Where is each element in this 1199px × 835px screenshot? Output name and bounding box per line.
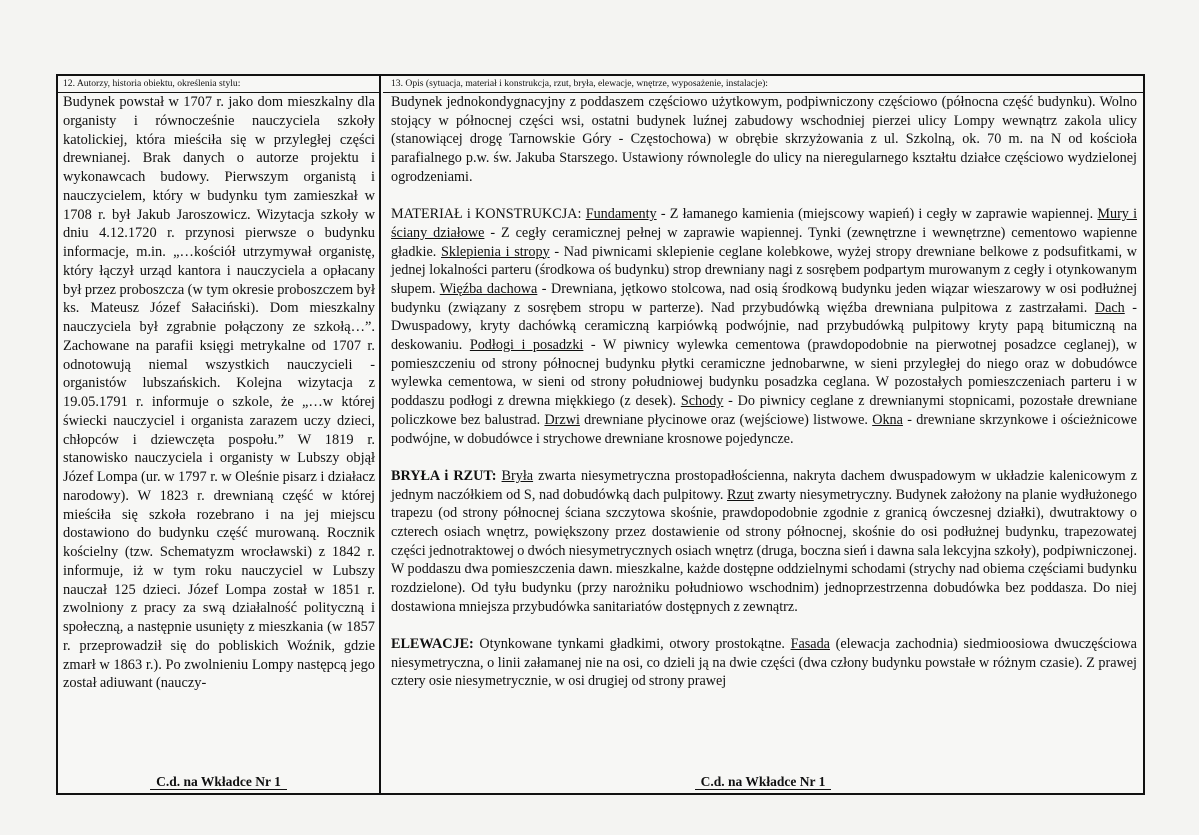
wiezba-label: Więźba dachowa	[439, 280, 538, 297]
wiezba-text: - Drewniana, jętkowo stolcowa, nad osią środkową budynku jeden wiązar wieszarowy w osi podłużnej budynku (związany z sosrębem stropu w parterze). Nad przybudówką więźba drewniana pulpitowa z zastrzałami.	[391, 280, 1138, 316]
rzut-label: Rzut	[727, 486, 754, 503]
bryla-text: zwarta niesymetryczna prostopadłościenna, nakryta dachem dwuspadowym w układzie kalenicowym z jednym naczółkiem od S, nad dobudówką dach pulpitowy.	[391, 467, 1138, 503]
sklepienia-text: - Nad piwnicami sklepienie ceglane kolebkowe, wyżej stropy drewniane belkowe z podsufitkami, w jednej lokalności parteru (środkowa oś budynku) strop drewniany nagi z sosrębem podpartym murowanym z cegły i otynkowanym słupem.	[391, 243, 1137, 297]
form-sheet	[56, 74, 1145, 795]
fundamenty-label: Fundamenty	[585, 206, 657, 223]
history-continuation-label: C.d. na Wkładce Nr 1	[150, 774, 287, 790]
schody-label: Schody	[680, 393, 724, 410]
podlogi-label: Podłogi i posadzki	[469, 337, 584, 354]
history-text: Budynek powstał w 1707 r. jako dom mieszkalny dla organisty i równocześnie nauczyciela szkoły katolickiej, która mieściła się w przyległej części drewnianej. Brak danych o autorze projektu i wykonawcach budowy. Pierwszym organistą i nauczycielem, który w budynku tym zamieszkał w 1708 r. był Jakub Jaroszowicz. Wizytacja szkoły w dniu 4.12.1720 r. przynosi pierwsze o budynku informacje, m.in. „…kościół utrzymywał organistę, który łączył urząd kantora i nauczyciela a opłacany był przez proboszcza (w tym okresie proboszczem był ks. Mateusz Józef Sałaciński). Dom mieszkalny nauczyciela był zgrabnie połączony ze szkołą…”. Zachowane na parafii księgi metrykalne od 1707 r. odnotowują niemal wszystkich nauczycieli - organistów lubszańskich. Kolejna wizytacja z 19.05.1791 r. informuje o szkole, że „…w której świecki nauczyciel i organista zarazem uczy dzieci, chłopców i dziewczęta pospołu.” W 1819 r. stanowisko nauczyciela i organisty w Lubszy objął Józef Lompa (ur. w 1797 r. w Oleśnie pisarz i działacz narodowy). W 1823 r. drewnianą część w której mieściła się szkoła rozebrano i na jej miejscu dostawiono do budynku część murowaną. Rocznik kościelny (tzw. Schematyzm wrocławski) z 1842 r. informuje, iż w tym roku nauczyciel w Lubszy nauczał 125 dzieci. Józef Lompa został w 1851 r. zwolniony z pracy za swą działalność polityczną i społeczną, a następnie usunięty z mieszkania (w 1857 r. przeprowadził się do pobliskich Woźnik, gdzie zmarł w 1863 r.). Po zwolnieniu Lompy następcą jego został adiuwant (nauczy-	[63, 94, 375, 692]
drzwi-text: drewniane płycinowe oraz (wejściowe) listwowe.	[579, 411, 873, 428]
history-column	[58, 76, 381, 793]
description-column	[383, 76, 1143, 793]
elewacje-paragraph	[391, 635, 1137, 691]
okna-label: Okna	[872, 411, 903, 428]
history-continuation	[58, 774, 379, 789]
history-header: 12. Autorzy, historia obiektu, określenia stylu:	[58, 78, 379, 93]
fundamenty-text: - Z łamanego kamienia (miejscowy wapień) i cegły w zaprawie wapiennej.	[656, 206, 1098, 223]
elewacje-text-2: (elewacja zachodnia) siedmioosiowa dwuczęściowa niesymetryczna, o linii załamanej nie na osi, co dzieli ją na dwie części (dwa człony budynku powstałe w różnym czasie). Z prawej cztery osie niesymetrycznie, w osi drugiej od strony prawej	[391, 636, 1137, 690]
bryla-heading: BRYŁA i RZUT:	[391, 467, 497, 484]
material-heading: MATERIAŁ i KONSTRUKCJA:	[391, 206, 582, 223]
material-paragraph	[391, 205, 1137, 448]
elewacje-text-1: Otynkowane tynkami gładkimi, otwory prostokątne.	[473, 636, 791, 653]
bryla-paragraph	[391, 467, 1137, 617]
description-text	[391, 93, 1137, 691]
okna-text: - drewniane skrzynkowe i ościeżnicowe podwójne, w dobudówce i strychowe drewniane krosnowe pojedyncze.	[391, 411, 1137, 447]
description-continuation-label: C.d. na Wkładce Nr 1	[695, 774, 832, 790]
dach-text: - Dwuspadowy, kryty dachówką ceramiczną karpiówką podwójnie, nad przybudówką pulpitowy kryty papą bitumiczną na deskowaniu.	[391, 299, 1137, 354]
fasada-label: Fasada	[790, 636, 830, 653]
rzut-text: zwarty niesymetryczny. Budynek założony na planie wydłużonego trapezu (od strony północnej ściana szczytowa skośnie, prawdopodobnie zgodnie z granicą ówczesnej działki), dwutraktowy o czterech osiach wnętrz, powiększony przez dostawienie od strony północnej, skośnie do osi podłużnej budynku, trapezowatej części jednotraktowej o dwóch niesymetrycznych osiach wnętrz (druga, boczna sień i dawna sala lekcyjna szkoły), podpiwniczonej. W poddaszu dwa pomieszczenia dawn. mieszkalne, każde dostępne oddzielnymi schodami (strychy nad obiema częściami budynku rozdzielone). Od tyłu budynku (przy narożniku południowo wschodnim) jednoprzestrzenna dobudówka bez poddasza. Do niej dostawiona mniejsza przybudówka sanitariatów dostępnych z zewnątrz.	[391, 486, 1137, 615]
mury-label: Mury i ściany działowe	[391, 206, 1138, 241]
elewacje-heading: ELEWACJE:	[391, 636, 474, 653]
drzwi-label: Drzwi	[544, 411, 580, 428]
mury-text: - Z cegły ceramicznej pełnej w zaprawie wapiennej. Tynki (zewnętrzne i wewnętrzne) cementowo wapienne gładkie.	[391, 224, 1137, 260]
podlogi-text: - W piwnicy wylewka cementowa (prawdopodobnie na pierwotnej posadzce ceglanej), w pomieszczeniu od strony północnej budynku płytki ceramiczne jednobarwne, w sieni przyległej do niego oraz w dobudówce wylewka cementowa, w sieni od strony południowej budynku posadzka ceglana. W pozostałych pomieszczeniach parteru i w poddaszu podłogi z drewna miękkiego (z desek).	[391, 337, 1137, 410]
sklepienia-label: Sklepienia i stropy	[441, 243, 550, 260]
description-header: 13. Opis (sytuacja, materiał i konstrukcja, rzut, bryła, elewacje, wnętrze, wyposażenie, instalacje):	[383, 78, 1143, 93]
bryla-label: Bryła	[501, 467, 534, 484]
description-intro: Budynek jednokondygnacyjny z poddaszem częściowo użytkowym, podpiwniczony częściowo (północna część budynku). Wolno stojący w północnej części wsi, ostatni budynek luźnej zabudowy wschodniej pierzei ulicy Lompy wewnątrz zakola ulicy (stanowiącej drogę Tarnowskie Góry - Częstochowa) w obrębie skrzyżowania z ul. Szkolną, ok. 70 m. na N od kościoła parafialnego p.w. św. Jakuba Starszego. Ustawiony równolegle do ulicy na nieregularnego kształtu działce częściowo wydzielonej ogrodzeniami.	[391, 94, 1137, 185]
schody-text: - Do piwnicy ceglane z drewnianymi stopnicami, pozostałe drewniane policzkowe bez balustrad.	[391, 393, 1137, 428]
description-continuation	[383, 774, 1143, 789]
dach-label: Dach	[1094, 299, 1125, 316]
